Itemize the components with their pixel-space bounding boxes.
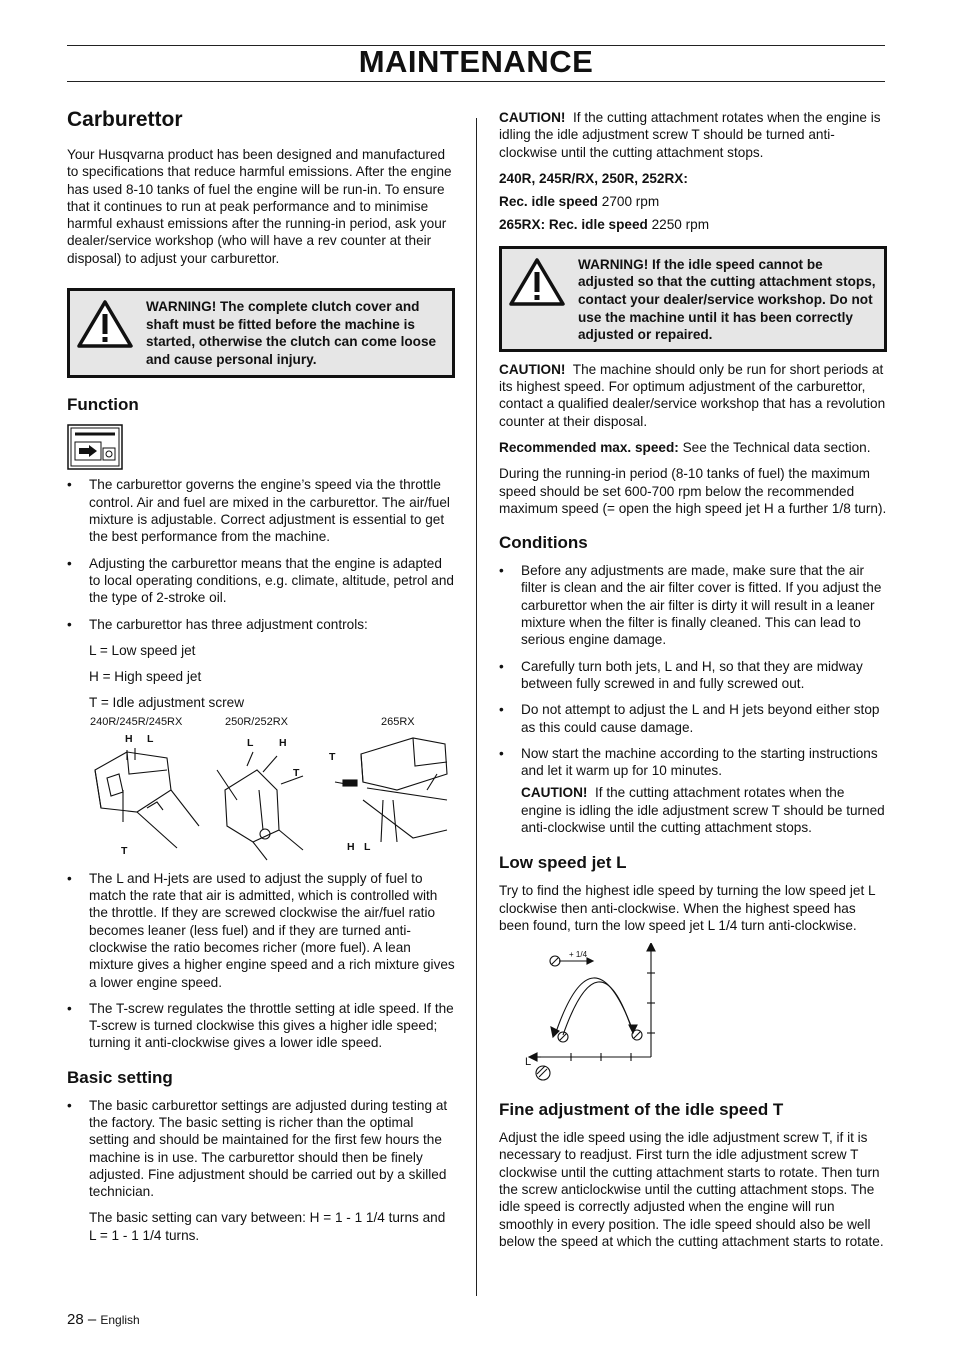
- figure-label-250r: 250R/252RX: [225, 715, 288, 728]
- control-h: H = High speed jet: [89, 669, 202, 685]
- function-list: [67, 476, 455, 632]
- controls-list: [67, 642, 455, 712]
- warning-text: WARNING! If the idle speed cannot be adjusted so that the cutting attachment stops, contact your dealer/service workshop. Do not use the machine until it has been correctly adjusted or repaired.: [578, 256, 876, 343]
- warning-text: WARNING! The complete clutch cover and shaft must be fitted before the machine is started, otherwise the clutch can come loose and cause personal injury.: [146, 299, 437, 367]
- read-manual-icon: [67, 424, 123, 470]
- list-item: • The carburettor governs the engine’s speed via the throttle control. Air and fuel are mixed in the carburettor. The air/fuel mixture is adjustable. Correct adjustment is essential to get the best performance from the machine.: [67, 476, 455, 545]
- figure-letter-l3: L: [364, 840, 371, 853]
- caution-label: CAUTION!: [499, 361, 566, 377]
- right-column: [499, 109, 887, 1259]
- list-item: • Now start the machine according to the starting instructions and let it warm up for 10 minutes.: [499, 745, 887, 780]
- list-item: • The basic carburettor settings are adjusted during testing at the factory. The basic setting is richer than the optimal setting and should be maintained for the first few hours the machine is in use. The carburettor should then be finely adjusted. Fine adjustment should be carried out by a skilled technician.: [67, 1097, 455, 1201]
- models-line: 240R, 245R/RX, 250R, 252RX:: [499, 170, 688, 186]
- recmax-text: See the Technical data section.: [682, 439, 871, 455]
- figure-letter-h1: H: [125, 732, 133, 745]
- header-rule-bottom: [67, 81, 885, 82]
- low-speed-graph: [499, 943, 699, 1085]
- basic-list: [67, 1097, 455, 1201]
- list-item: • Do not attempt to adjust the L and H jets beyond either stop as this could cause damage.: [499, 701, 887, 736]
- warning-box-idle: [499, 246, 887, 352]
- rec-idle-label: Rec. idle speed: [499, 194, 598, 210]
- figure-label-265rx: 265RX: [381, 715, 415, 728]
- caution-text: If the cutting attachment rotates when the engine is idling the idle adjustment screw T should be turned anti-clockwise until the cutting attachment stops.: [499, 110, 881, 160]
- rec-idle-265-value: 2250 rpm: [651, 217, 710, 233]
- warning-triangle-icon: [508, 257, 566, 307]
- footer-language: English: [100, 1313, 140, 1327]
- column-divider: [476, 118, 477, 1296]
- recommended-max-speed: [499, 439, 887, 456]
- page-footer: [67, 1311, 140, 1328]
- rec-idle-265-label: 265RX: Rec. idle speed: [499, 217, 648, 233]
- page-title: MAINTENANCE: [358, 44, 594, 79]
- warning-triangle-icon: [76, 299, 134, 349]
- running-in-paragraph: During the running-in period (8-10 tanks of fuel) the maximum speed should be set 600-700 rpm below the recommended maximum speed (= open the high speed jet H a further 1/8 turn).: [499, 466, 887, 516]
- conditions-heading: Conditions: [499, 533, 588, 553]
- low-speed-paragraph: Try to find the highest idle speed by turning the low speed jet L clockwise then anti-clockwise. When the highest speed has been found, turn the low speed jet L 1/4 turn anti-clockwise.: [499, 883, 876, 933]
- list-item: • Before any adjustments are made, make sure that the air filter is clean and the air filter cover is fitted. If you adjust the carburettor when the air filter is dirty it will result in a leaner mixture when the filter is finally cleaned. This can lead to serious engine damage.: [499, 562, 887, 648]
- figure-letter-h3: H: [347, 840, 355, 853]
- speed-curve-diagram: [499, 943, 699, 1085]
- list-item: • The L and H-jets are used to adjust the supply of fuel to match the rate that air is admitted, which is controlled with the throttle. If they are screwed clockwise the air/fuel ratio becomes leaner (less fuel) and if they are turned anti-clockwise the ratio becomes richer (more fuel). A lean mixture gives a higher engine speed and a rich mixture gives a lower engine speed.: [67, 870, 455, 991]
- low-speed-heading: Low speed jet L: [499, 853, 627, 873]
- figure-label-240r: 240R/245R/245RX: [90, 715, 183, 728]
- caution-label: CAUTION!: [499, 110, 566, 125]
- rec-idle-265-line: [499, 216, 887, 233]
- list-item: • Carefully turn both jets, L and H, so that they are midway between fully screwed in and fully screwed out.: [499, 658, 887, 693]
- list-item: • The T-screw regulates the throttle setting at idle speed. If the T-screw is turned clockwise this gives a higher idle speed; turning it anti-clockwise gives a lower idle speed.: [67, 1000, 455, 1052]
- caution-label: CAUTION!: [521, 785, 588, 801]
- fine-adjust-paragraph: Adjust the idle speed using the idle adjustment screw T, if it is necessary to readjust. First turn the idle adjustment screw T clockwise until the cutting attachment starts to rotate. Then turn the screw anticlockwise until the cutting attachment stops. The idle speed is correctly adjusted when the engine will run smoothly in every position. The idle speed should also be well below the speed at which the cutting attachment starts to rotate.: [499, 1130, 884, 1249]
- figure-letter-l2: L: [247, 736, 254, 749]
- caution-text: If the cutting attachment rotates when the engine is idling the idle adjustment screw T should be turned anti-clockwise until the cutting attachment stops.: [521, 785, 885, 835]
- basic-setting-heading: Basic setting: [67, 1067, 173, 1087]
- carburettor-figure: [67, 714, 455, 870]
- figure-letter-t1: T: [121, 844, 128, 857]
- rec-idle-line: [499, 193, 887, 210]
- recmax-label: Recommended max. speed:: [499, 439, 679, 455]
- jets-list: [67, 870, 455, 1052]
- basic-note: The basic setting can vary between: H = 1 - 1 1/4 turns and L = 1 - 1 1/4 turns.: [89, 1210, 446, 1243]
- list-item: • Adjusting the carburettor means that the engine is adapted to local operating conditions, e.g. climate, altitude, petrol and the type of 2-stroke oil.: [67, 555, 455, 607]
- warning-box-clutch: [67, 288, 455, 378]
- graph-label-l: L: [525, 1056, 532, 1069]
- caution-max-speed: [499, 361, 887, 430]
- fine-adjust-heading: Fine adjustment of the idle speed T: [499, 1100, 784, 1120]
- list-item: • The carburettor has three adjustment controls:: [67, 616, 455, 633]
- figure-letter-h2: H: [279, 736, 287, 749]
- caution-warmup: [499, 784, 887, 836]
- control-l: L = Low speed jet: [89, 642, 196, 658]
- control-t: T = Idle adjustment screw: [89, 695, 245, 711]
- rec-idle-value: 2700 rpm: [601, 194, 660, 210]
- carburettor-heading: Carburettor: [67, 108, 183, 131]
- caution-idle: [499, 109, 887, 161]
- carburettor-drawings: [67, 730, 455, 870]
- conditions-list: [499, 562, 887, 779]
- figure-letter-t2: T: [293, 766, 300, 779]
- caution-text: The machine should only be run for short periods at its highest speed. For optimum adjustment of the carburettor, contact a qualified dealer/service workshop that has a revolution counter at their disposal.: [499, 361, 886, 429]
- figure-letter-t3: T: [329, 750, 336, 763]
- function-heading: Function: [67, 395, 139, 415]
- graph-label-quarter: + 1/4: [569, 950, 588, 960]
- left-column: [67, 106, 455, 1253]
- page-number: 28 –: [67, 1311, 97, 1328]
- intro-paragraph: Your Husqvarna product has been designed and manufactured to specifications that reduce harmful emissions. After the engine has used 8-10 tanks of fuel the engine will be run-in. To ensure that it continues to run at peak performance and to minimise harmful exhaust emissions after the running-in period, ask your dealer/service workshop (who will have a rev counter at their disposal) to adjust your carburettor.: [67, 147, 452, 266]
- figure-letter-l1: L: [147, 732, 154, 745]
